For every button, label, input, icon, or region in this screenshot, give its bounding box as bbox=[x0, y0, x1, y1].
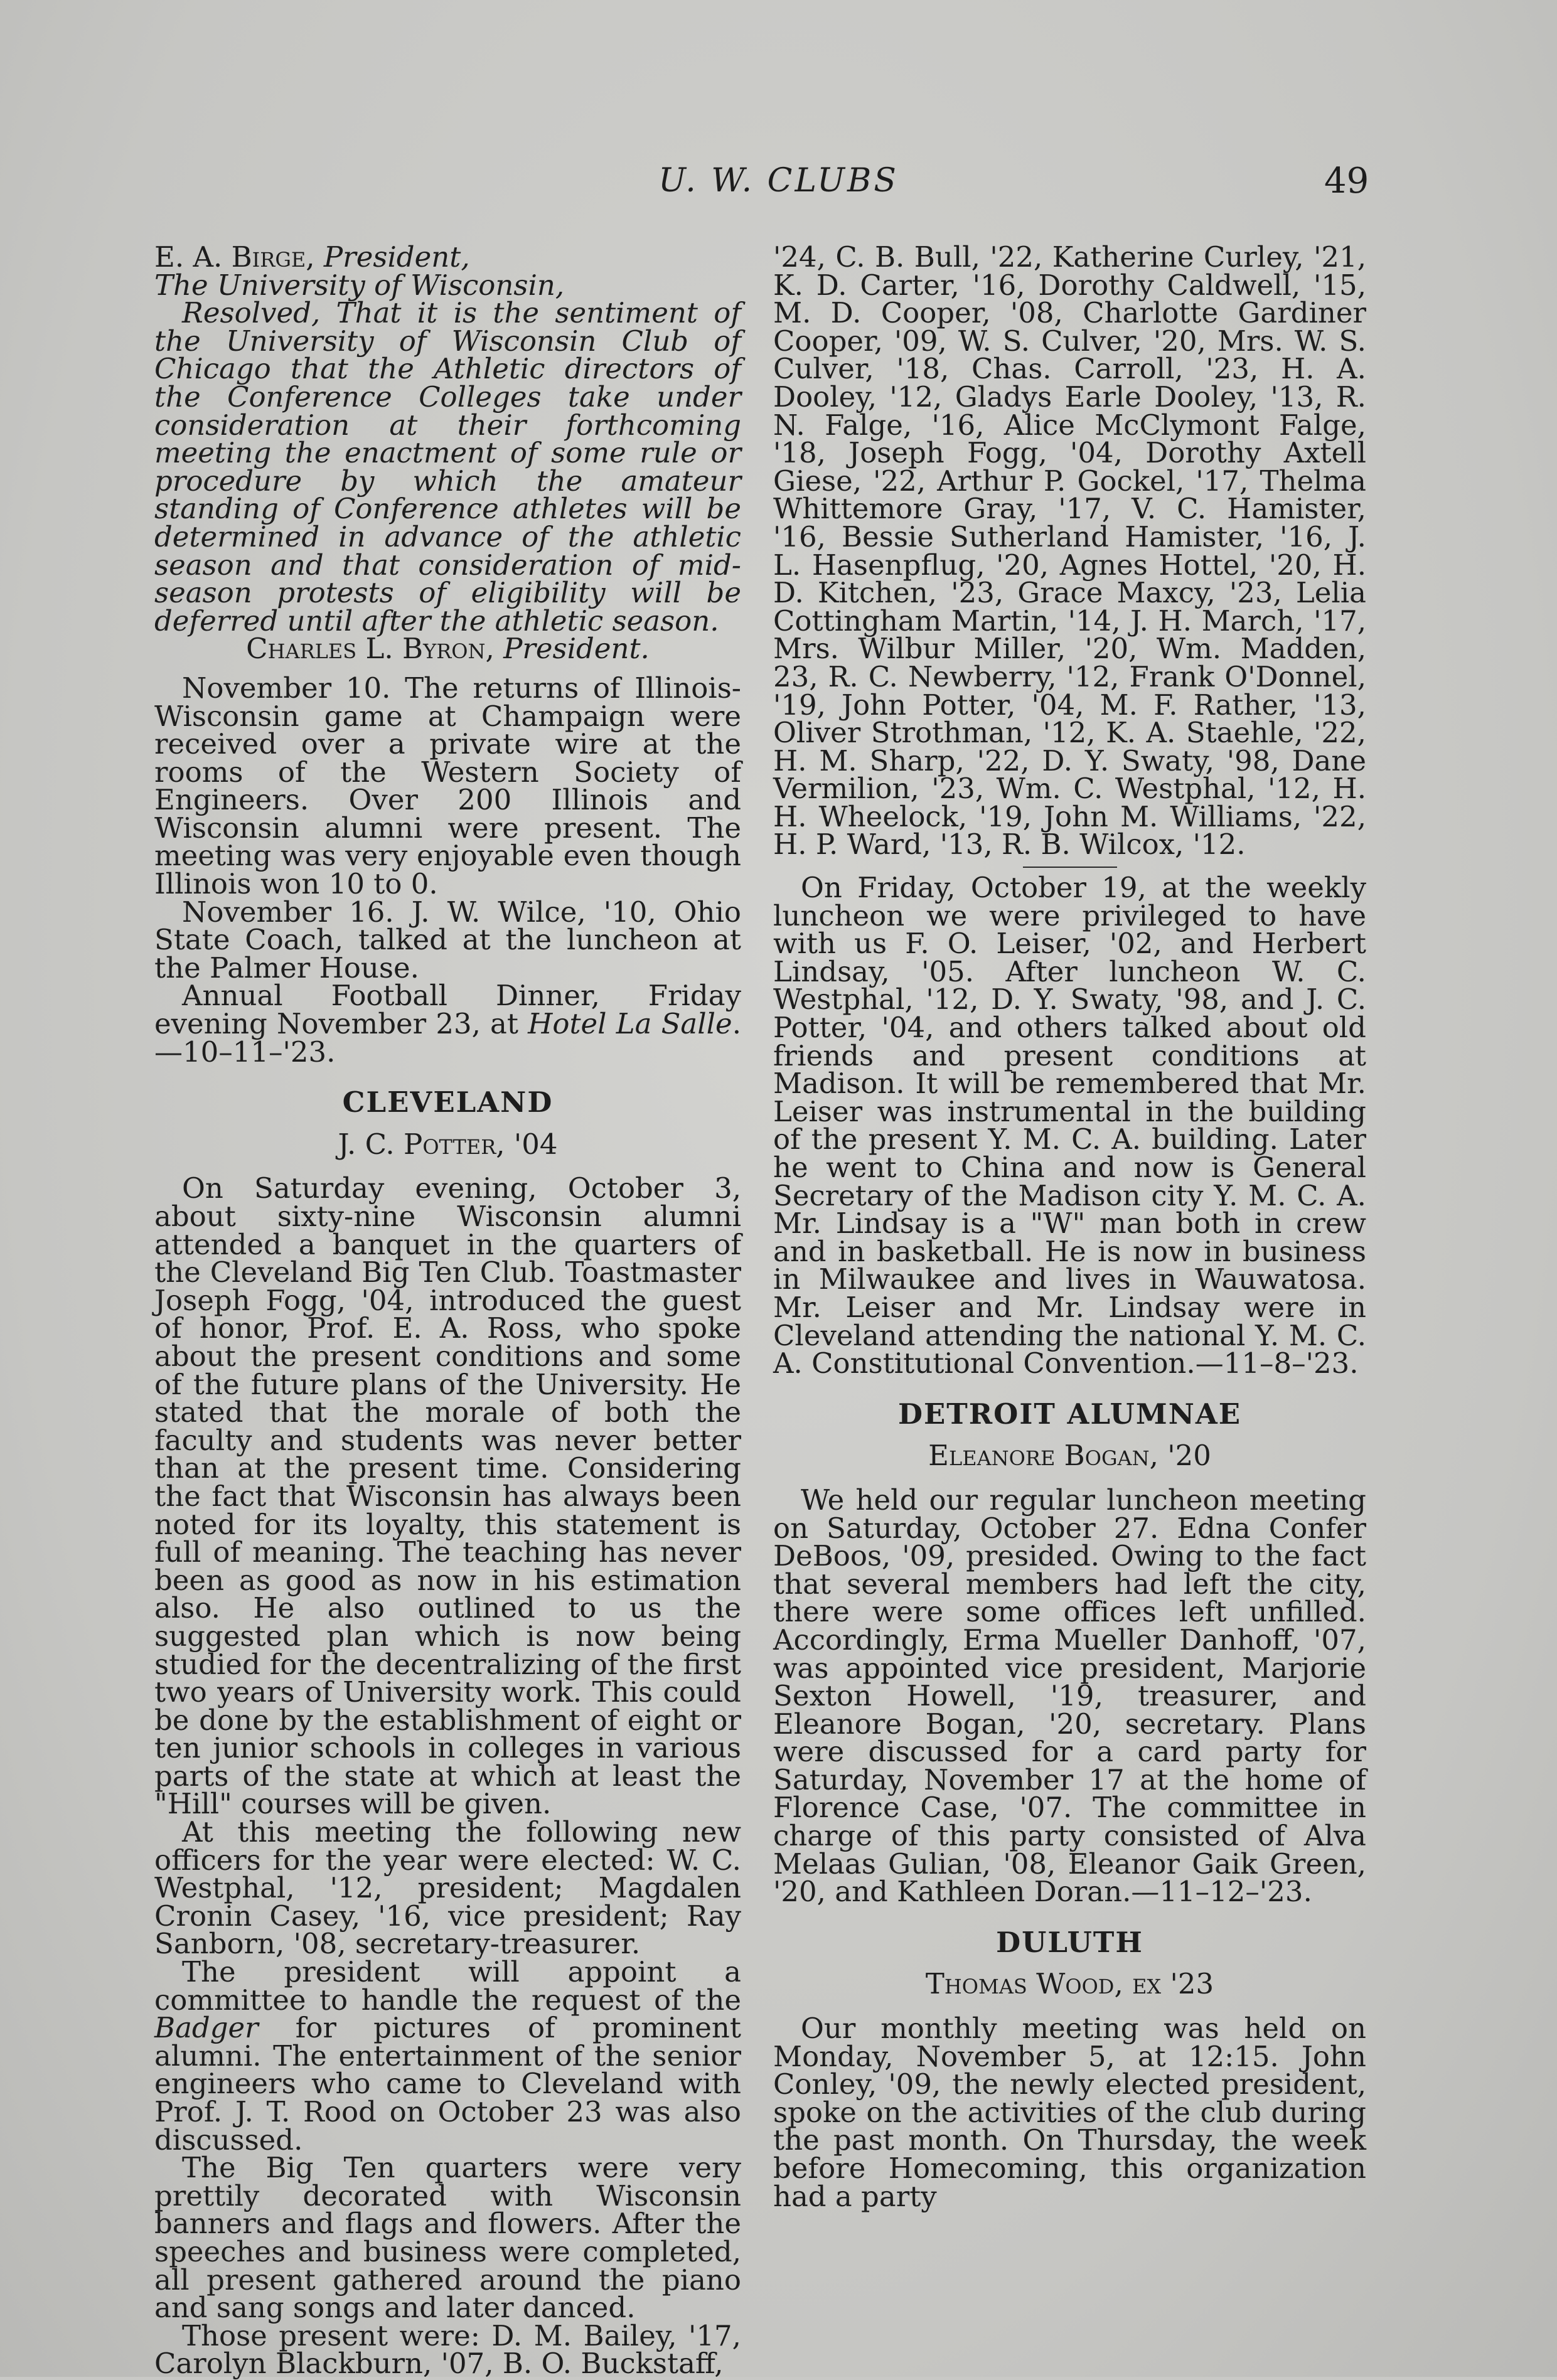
addressee-university: The University of Wisconsin, bbox=[154, 268, 565, 302]
signer-name: Charles L. Byron bbox=[246, 632, 486, 666]
cleveland-heading: CLEVELAND bbox=[342, 1086, 554, 1119]
dinner-text-b: .—10–11–'23. bbox=[154, 1007, 741, 1069]
addressee-role: President, bbox=[323, 240, 470, 274]
paragraph-nov10: November 10. The returns of Illinois-Wisconsin game at Champaign were received over a private wire at the rooms of the Western Society of Engineers. Over 200 Illinois and Wisconsin alumni were present. The meeting was very enjoyable even though Illinois won 10 to 0. bbox=[154, 671, 741, 901]
badger-text-a: The president will appoint a committee to handle the request of the bbox=[154, 1955, 741, 2017]
cleveland-byline: J. C. Potter, '04 bbox=[338, 1127, 558, 1161]
detroit-heading: DETROIT ALUMNAE bbox=[897, 1397, 1242, 1431]
duluth-heading: DULUTH bbox=[996, 1925, 1143, 1959]
signature: Charles L. Byron, President. bbox=[246, 632, 650, 666]
cleveland-paragraph-2: At this meeting the following new officers for the year were elected: W. C. Westphal, '12, president; Magdalen Cronin Casey, '16, vice president; Ray Sanborn, '08, secretary-treasurer. bbox=[154, 1815, 741, 1961]
cleveland-paragraph-3 bbox=[154, 1955, 741, 2157]
signer-role: President. bbox=[503, 632, 650, 666]
cleveland-paragraph-1: On Saturday evening, October 3, about sixty-nine Wisconsin alumni attended a banquet in the quarters of the Cleveland Big Ten Club. Toastmaster Joseph Fogg, '04, introduced the guest of honor, Prof. E. A. Ross, who spoke about the present conditions and some of the future plans of the University. He stated that the morale of both the faculty and students was never better than at the present time. Considering the fact that Wisconsin has always been noted for its loyalty, this statement is full of meaning. The teaching has never been as good as now in his estimation also. He also outlined to us the suggested plan which is now being studied for the decentralizing of the first two years of University work. This could be done by the establishment of eight or ten junior schools in colleges in various parts of the state at which at least the "Hill" courses will be given. bbox=[154, 1171, 741, 1821]
badger-text-b: for pictures of prominent alumni. The entertainment of the senior engineers who came to Cleveland with Prof. J. T. Rood on October 23 was also discussed. bbox=[154, 2011, 741, 2157]
paragraph-football-dinner bbox=[154, 979, 741, 1069]
addressee: E. A. Birge, President, bbox=[154, 240, 470, 274]
duluth-byline: Thomas Wood, ex '23 bbox=[925, 1967, 1214, 2001]
friday-luncheon-paragraph: On Friday, October 19, at the weekly luncheon we were privileged to have with us F. O. Leiser, '02, and Herbert Lindsay, '05. After luncheon W. C. Westphal, '12, D. Y. Swaty, '98, and J. C. Potter, '04, and others talked about old friends and present conditions at Madison. It will be remembered that Mr. Leiser was instrumental in the building of the present Y. M. C. A. building. Later he went to China and now is General Secretary of the Madison city Y. M. C. A. Mr. Lindsay is a "W" man both in crew and in basketball. He is now in business in Milwaukee and lives in Wauwatosa. Mr. Leiser and Mr. Lindsay were in Cleveland attending the national Y. M. C. A. Constitutional Convention.—11–8–'23. bbox=[773, 871, 1366, 1380]
right-column bbox=[773, 240, 1366, 2213]
resolution-text: Resolved, That it is the sentiment of the University of Wisconsin Club of Chicago that the Athletic directors of the Conference Colleges take under consideration at their forthcoming meeting the enactment of some rule or procedure by which the amateur standing of Conference athletes will be determined in advance of the athletic season and that consideration of mid-season protests of eligibility will be deferred until after the athletic season. bbox=[154, 296, 741, 638]
running-title: U. W. CLUBS bbox=[658, 162, 899, 200]
attendee-list-continued: '24, C. B. Bull, '22, Katherine Curley, '21, K. D. Carter, '16, Dorothy Caldwell, '15, M. D. Cooper, '08, Charlotte Gardiner Cooper, '09, W. S. Culver, '20, Mrs. W. S. Culver, '18, Chas. Carroll, '23, H. A. Dooley, '12, Gladys Earle Dooley, '13, R. N. Falge, '16, Alice McClymont Falge, '18, Joseph Fogg, '04, Dorothy Axtell Giese, '22, Arthur P. Gockel, '17, Thelma Whittemore Gray, '17, V. C. Hamister, '16, Bessie Sutherland Hamister, '16, J. L. Hasenpflug, '20, Agnes Hottel, '20, H. D. Kitchen, '23, Grace Maxcy, '23, Lelia Cottingham Martin, '14, J. H. March, '17, Mrs. Wilbur Miller, '20, Wm. Madden, 23, R. C. Newberry, '12, Frank O'Donnel, '19, John Potter, '04, M. F. Rather, '13, Oliver Strothman, '12, K. A. Staehle, '22, H. M. Sharp, '22, D. Y. Swaty, '98, Dane Vermilion, '23, Wm. C. Westphal, '12, H. H. Wheelock, '19, John M. Williams, '22, H. P. Ward, '13, R. B. Wilcox, '12. bbox=[773, 240, 1366, 862]
section-rule bbox=[1023, 867, 1117, 868]
running-head bbox=[0, 162, 1557, 206]
detroit-paragraph: We held our regular luncheon meeting on Saturday, October 27. Edna Confer DeBoos, '09, presided. Owing to the fact that several members had left the city, there were some offices left unfilled. Accordingly, Erma Mueller Danhoff, '07, was appointed vice president, Marjorie Sexton Howell, '19, treasurer, and Eleanore Bogan, '20, secretary. Plans were discussed for a card party for Saturday, November 17 at the home of Florence Case, '07. The committee in charge of this party consisted of Alva Melaas Gulian, '08, Eleanor Gaik Green, '20, and Kathleen Doran.—11–12–'23. bbox=[773, 1483, 1366, 1909]
duluth-paragraph: Our monthly meeting was held on Monday, November 5, at 12:15. John Conley, '09, the newly elected president, spoke on the activities of the club during the past month. On Thursday, the week before Homecoming, this organization had a party bbox=[773, 2012, 1366, 2213]
dinner-hotel: Hotel La Salle bbox=[528, 1007, 732, 1041]
cleveland-paragraph-4: The Big Ten quarters were very prettily decorated with Wisconsin banners and flags and flowers. After the speeches and business were completed, all present gathered around the piano and sang songs and later danced. bbox=[154, 2151, 741, 2325]
badger-title: Badger bbox=[154, 2011, 259, 2045]
addressee-name: E. A. Birge bbox=[154, 240, 306, 274]
left-column bbox=[154, 240, 741, 2380]
page-number: 49 bbox=[1324, 161, 1369, 201]
dinner-text-a: Annual Football Dinner, Friday evening November 23, at bbox=[154, 979, 741, 1041]
paragraph-nov16: November 16. J. W. Wilce, '10, Ohio State Coach, talked at the luncheon at the Palmer House. bbox=[154, 895, 741, 985]
detroit-byline: Eleanore Bogan, '20 bbox=[928, 1439, 1211, 1473]
cleveland-paragraph-5: Those present were: D. M. Bailey, '17, Carolyn Blackburn, '07, B. O. Buckstaff, bbox=[154, 2319, 741, 2380]
